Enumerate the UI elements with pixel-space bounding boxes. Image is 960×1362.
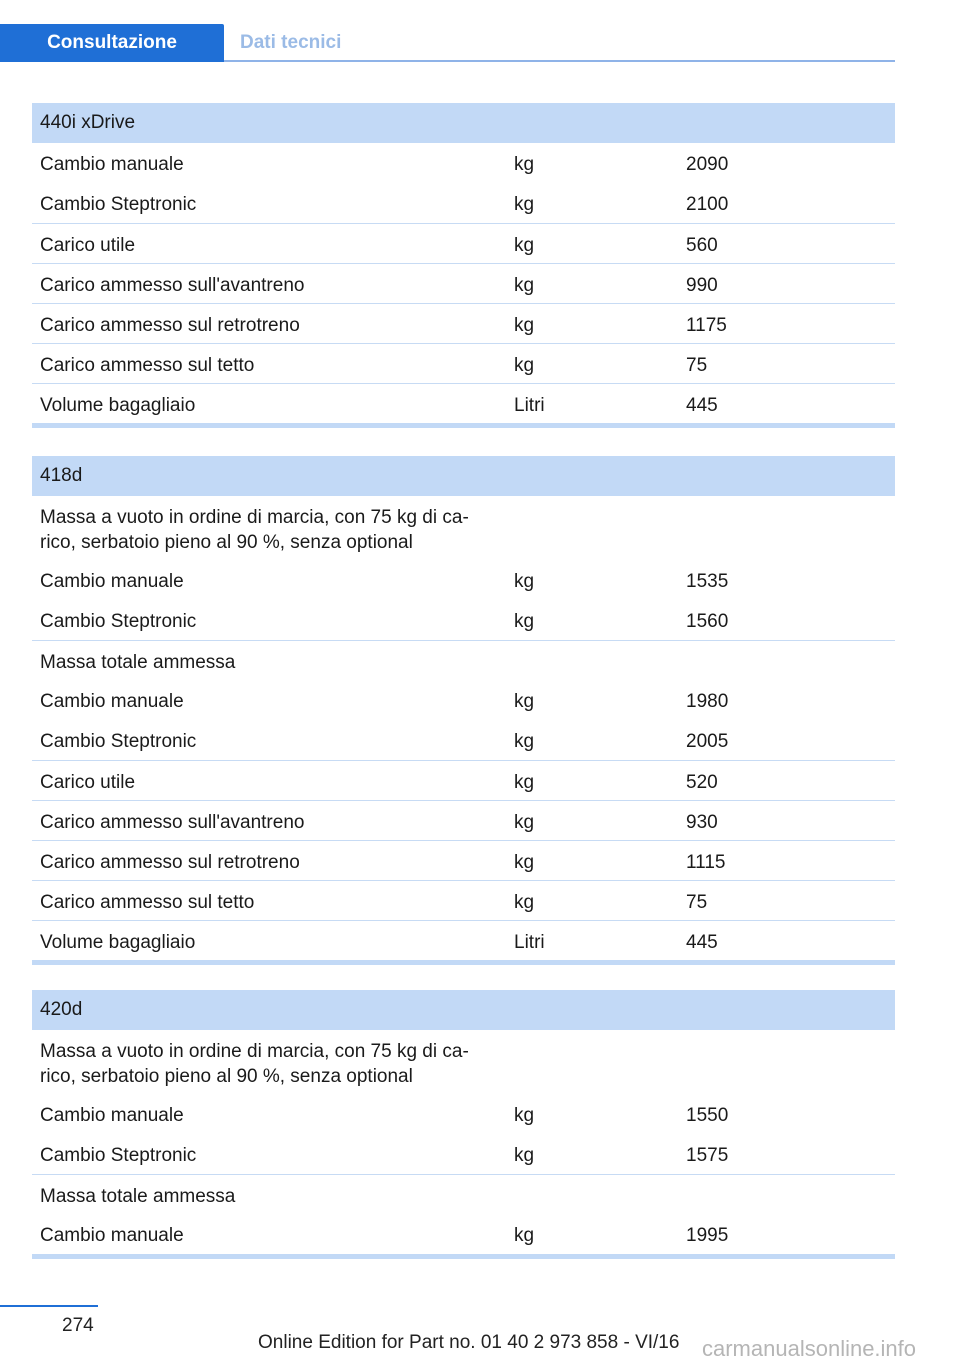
row-value: 1560	[686, 611, 729, 632]
row-label: Cambio manuale	[40, 571, 184, 592]
row-unit: kg	[514, 275, 535, 296]
table-row	[32, 1174, 895, 1214]
table-row	[32, 920, 895, 960]
row-value: 990	[686, 275, 718, 296]
table-end-rule	[32, 960, 895, 965]
table-row	[32, 496, 895, 560]
tab-consultazione[interactable]: Consultazione	[0, 24, 224, 62]
row-label: Cambio Steptronic	[40, 194, 197, 215]
table-row	[32, 343, 895, 383]
row-label: Carico ammesso sull'avantreno	[40, 812, 305, 833]
table-row	[32, 600, 895, 640]
row-unit: kg	[514, 852, 535, 873]
row-label: Massa totale ammessa	[40, 652, 236, 673]
tab-dati-tecnici[interactable]: Dati tecnici	[240, 32, 342, 53]
row-unit: kg	[514, 571, 535, 592]
table-row	[32, 800, 895, 840]
row-label: Cambio Steptronic	[40, 1145, 197, 1166]
row-unit: kg	[514, 731, 535, 752]
row-label: Carico ammesso sul retrotreno	[40, 852, 300, 873]
row-unit: kg	[514, 315, 535, 336]
table-row	[32, 263, 895, 303]
row-unit: kg	[514, 235, 535, 256]
page-number-rule	[0, 1305, 98, 1307]
table-row	[32, 183, 895, 223]
row-value: 2005	[686, 731, 729, 752]
row-value: 1995	[686, 1225, 729, 1246]
row-unit: kg	[514, 194, 535, 215]
watermark-text: carmanualsonline.info	[702, 1336, 917, 1361]
row-label: Volume bagagliaio	[40, 395, 196, 416]
header-divider	[224, 60, 895, 62]
row-label: Carico utile	[40, 235, 136, 256]
row-unit: kg	[514, 611, 535, 632]
row-label: Carico utile	[40, 772, 136, 793]
table-row	[32, 760, 895, 800]
row-value: 1550	[686, 1105, 729, 1126]
row-value: 1175	[686, 315, 727, 336]
row-value: 445	[686, 932, 718, 953]
row-unit: kg	[514, 772, 535, 793]
table-row	[32, 680, 895, 720]
table-title: 440i xDrive	[32, 103, 895, 143]
table-title: 418d	[32, 456, 895, 496]
row-unit: kg	[514, 812, 535, 833]
row-value: 445	[686, 395, 718, 416]
row-value: 520	[686, 772, 718, 793]
row-label: Cambio manuale	[40, 1225, 184, 1246]
row-value: 2090	[686, 154, 729, 175]
table-row	[32, 840, 895, 880]
row-value: 2100	[686, 194, 729, 215]
row-unit: kg	[514, 1105, 535, 1126]
table-row	[32, 1094, 895, 1134]
spec-table-418d	[32, 456, 895, 965]
table-row	[32, 143, 895, 183]
table-row	[32, 640, 895, 680]
row-value: 560	[686, 235, 718, 256]
row-label: Cambio manuale	[40, 691, 184, 712]
row-unit: Litri	[514, 395, 545, 416]
row-value: 930	[686, 812, 718, 833]
row-unit: kg	[514, 355, 535, 376]
row-value: 1575	[686, 1145, 729, 1166]
table-title: 420d	[32, 990, 895, 1030]
row-label: Carico ammesso sul tetto	[40, 892, 255, 913]
table-row	[32, 1134, 895, 1174]
row-label: Carico ammesso sull'avantreno	[40, 275, 305, 296]
table-row	[32, 560, 895, 600]
spec-table-420d	[32, 990, 895, 1259]
row-unit: Litri	[514, 932, 545, 953]
table-row	[32, 223, 895, 263]
row-value: 1535	[686, 571, 729, 592]
row-label: Cambio Steptronic	[40, 731, 197, 752]
row-unit: kg	[514, 691, 535, 712]
row-unit: kg	[514, 1145, 535, 1166]
spec-table-440i-xdrive	[32, 103, 895, 428]
row-value: 1115	[686, 852, 726, 873]
row-unit: kg	[514, 1225, 535, 1246]
row-unit: kg	[514, 892, 535, 913]
table-row	[32, 383, 895, 423]
row-label: Volume bagagliaio	[40, 932, 196, 953]
page-number: 274	[62, 1315, 94, 1336]
edition-text: Online Edition for Part no. 01 40 2 973 858 - VI/16	[258, 1332, 680, 1353]
row-unit: kg	[514, 154, 535, 175]
table-row	[32, 720, 895, 760]
row-label: Massa a vuoto in ordine di marcia, con 75 kg di ca- rico, serbatoio pieno al 90 %, senza optional	[40, 1041, 469, 1087]
row-label: Carico ammesso sul retrotreno	[40, 315, 300, 336]
row-label: Cambio manuale	[40, 1105, 184, 1126]
row-label: Cambio manuale	[40, 154, 184, 175]
row-label: Massa totale ammessa	[40, 1186, 236, 1207]
row-value: 75	[686, 355, 708, 376]
row-label: Cambio Steptronic	[40, 611, 197, 632]
table-row	[32, 880, 895, 920]
table-row	[32, 1214, 895, 1254]
table-end-rule	[32, 1254, 895, 1259]
header-tabs	[0, 24, 895, 62]
row-label: Carico ammesso sul tetto	[40, 355, 255, 376]
row-value: 75	[686, 892, 708, 913]
table-row	[32, 1030, 895, 1094]
table-end-rule	[32, 423, 895, 428]
table-row	[32, 303, 895, 343]
row-value: 1980	[686, 691, 729, 712]
row-label: Massa a vuoto in ordine di marcia, con 75 kg di ca- rico, serbatoio pieno al 90 %, senza optional	[40, 507, 469, 553]
